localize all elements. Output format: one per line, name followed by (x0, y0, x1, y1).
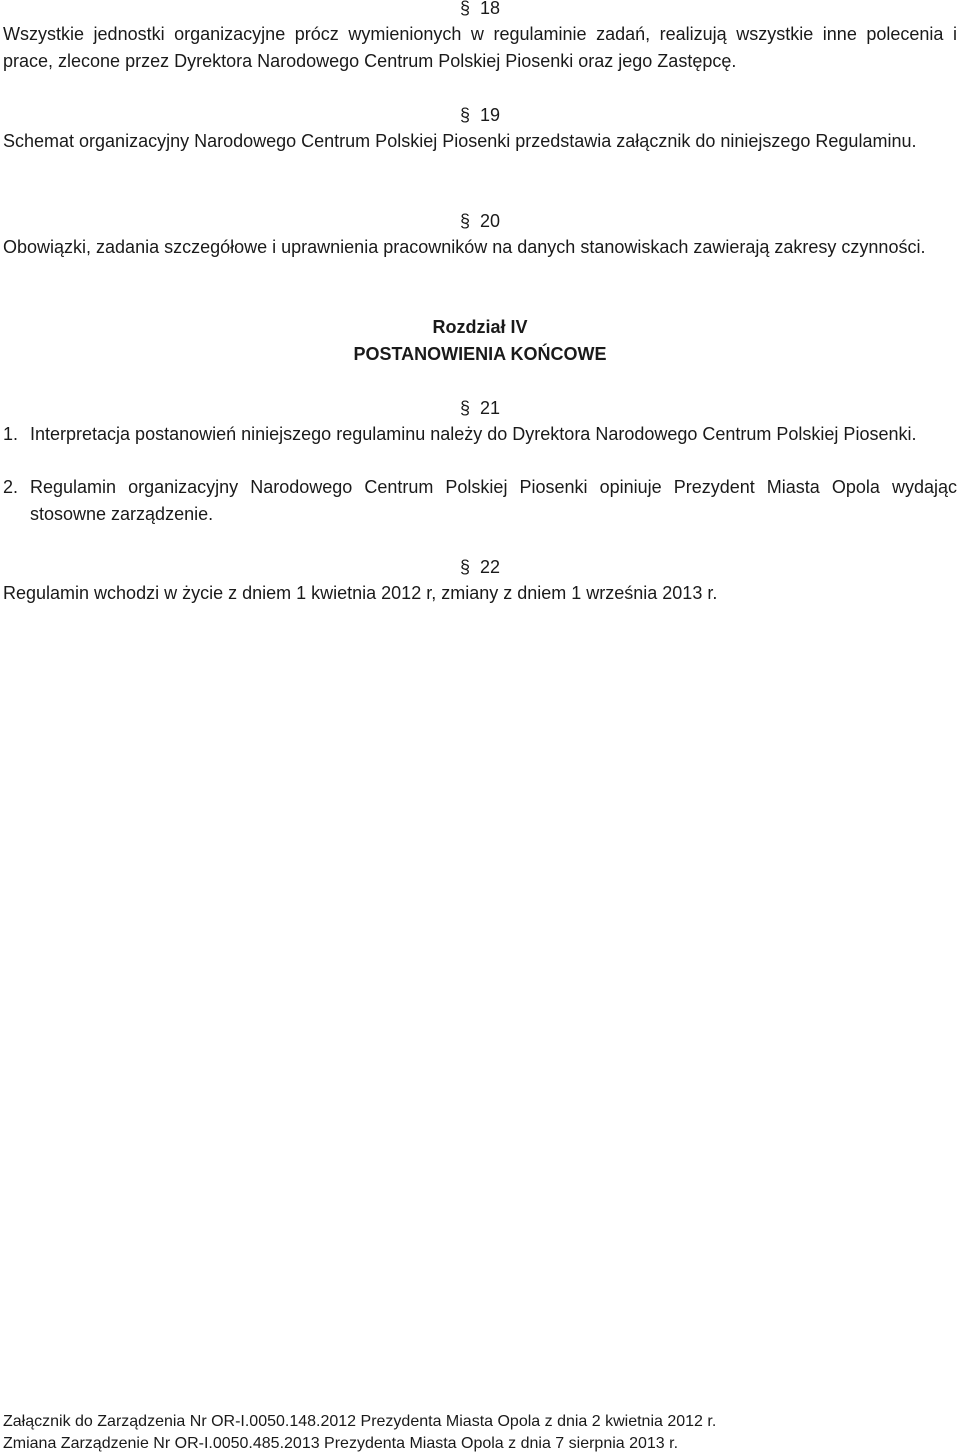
chapter-title: Rozdział IV (432, 317, 528, 337)
section-number: 20 (479, 211, 501, 231)
list-item-text: Regulamin organizacyjny Narodowego Centrum Polskiej Piosenki opiniuje Prezydent Miasta Opola wydając stosowne zarządzenie. (30, 477, 957, 524)
section-22-heading (0, 554, 960, 580)
section-19-text: Schemat organizacyjny Narodowego Centrum Polskiej Piosenki przedstawia załącznik do niniejszego Regulaminu. (3, 131, 917, 151)
section-number: 21 (479, 398, 501, 418)
list-item-2 (3, 474, 957, 527)
section-symbol: § (459, 398, 470, 418)
list-item-number: 1. (3, 424, 19, 444)
list-item-text: Interpretacja postanowień niniejszego regulaminu należy do Dyrektora Narodowego Centrum Polskiej Piosenki. (30, 424, 917, 444)
section-symbol: § (459, 557, 470, 577)
section-21-heading (0, 395, 960, 421)
section-symbol: § (459, 0, 470, 18)
footer-line-1: Załącznik do Zarządzenia Nr OR-I.0050.148.2012 Prezydenta Miasta Opola z dnia 2 kwietnia 2012 r. (3, 1413, 717, 1430)
section-20-text: Obowiązki, zadania szczegółowe i uprawnienia pracowników na danych stanowiskach zawierają zakresy czynności. (3, 237, 926, 257)
list-item-number: 2. (3, 477, 19, 497)
section-number: 19 (479, 105, 501, 125)
section-number: 18 (479, 0, 501, 18)
section-22-text: Regulamin wchodzi w życie z dniem 1 kwietnia 2012 r, zmiany z dniem 1 września 2013 r. (3, 583, 718, 603)
footer-line-2: Zmiana Zarządzenie Nr OR-I.0050.485.2013 Prezydenta Miasta Opola z dnia 7 sierpnia 2013 r. (3, 1435, 679, 1452)
section-number: 22 (479, 557, 501, 577)
section-symbol: § (459, 105, 470, 125)
section-18-heading (0, 0, 960, 21)
chapter-subtitle: POSTANOWIENIA KOŃCOWE (353, 344, 607, 364)
section-20-heading (0, 208, 960, 234)
list-item-1 (3, 421, 957, 448)
section-18-text: Wszystkie jednostki organizacyjne prócz wymienionych w regulaminie zadań, realizują wszystkie inne polecenia i prace, zlecone przez Dyrektora Narodowego Centrum Polskiej Piosenki oraz jego Zastępcę. (3, 24, 957, 71)
section-19-heading (0, 102, 960, 128)
section-symbol: § (459, 211, 470, 231)
